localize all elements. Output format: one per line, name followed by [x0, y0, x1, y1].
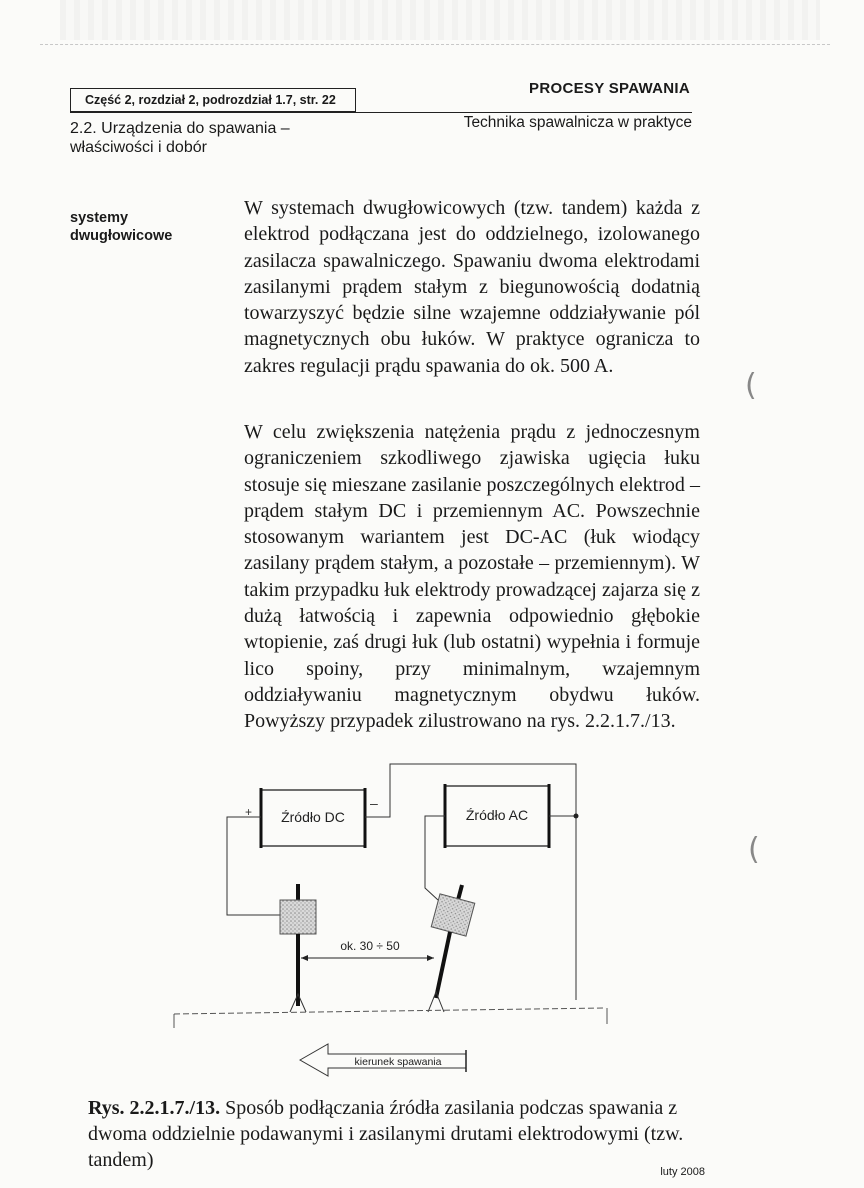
- dc-source-label: Źródło DC: [281, 809, 345, 825]
- direction-label: kierunek spawania: [354, 1056, 442, 1068]
- header-subtitle: Technika spawalnicza w praktyce: [463, 114, 692, 131]
- distance-label: ok. 30 ÷ 50: [340, 939, 400, 953]
- caption-text: Sposób podłączania źródła zasilania podczas spawania z dwoma oddzielnie podawanymi i zasilanymi drutami elektrodowymi (tzw. tandem): [88, 1097, 684, 1171]
- scan-noise: [60, 0, 820, 40]
- caption-label: Rys. 2.2.1.7./13.: [88, 1097, 221, 1119]
- dc-torch-head: [280, 900, 316, 934]
- margin-note: systemy dwugłowicowe: [70, 210, 173, 244]
- ac-source-label: Źródło AC: [465, 807, 529, 823]
- tandem-welding-diagram: [170, 760, 620, 1090]
- plus-sign: +: [245, 805, 253, 819]
- scan-edge-line: [40, 44, 830, 45]
- page-title: PROCESY SPAWANIA: [529, 80, 690, 97]
- paragraph-2: W celu zwiększenia natężenia prądu z jednoczesnym ograniczeniem szkodliwego zjawiska ugięcia łuku stosuje się mieszane zasilanie poszczególnych elektrod – prądem stałym DC i przemiennym AC. Powszechnie stosowanym wariantem jest DC-AC (łuk wiodący zasilany prądem stałym, a pozostałe – przemiennym). W takim przypadku łuk elektrody prowadzącej zajarza się z dużą łatwością i zapewnia odpowiednio głębokie wtopienie, zaś drugi łuk (lub ostatni) wypełnia i formuje lico spoiny, przy minimalnym, wzajemnym oddziaływaniu magnetycznym obydwu łuków. Powyższy przypadek zilustrowano na rys. 2.2.1.7./13.: [244, 421, 700, 733]
- figure-caption: [88, 1095, 700, 1173]
- section-title: 2.2. Urządzenia do spawania – właściwości i dobór: [70, 120, 290, 156]
- paragraph-1: W systemach dwugłowicowych (tzw. tandem) każda z elektrod podłączana jest do oddzielnego, izolowanego zasilacza spawalniczego. Spawaniu dwoma elektrodami zasilanymi prądem stałym z biegunowością dodatnią towarzyszyć będzie silne wzajemne oddziaływanie pól magnetycznych obu łuków. W praktyce ogranicza to zakres regulacji prądu spawania do ok. 500 A.: [244, 197, 700, 377]
- scan-mark: (: [745, 368, 757, 403]
- minus-sign: –: [370, 795, 378, 811]
- footer-date: luty 2008: [660, 1166, 705, 1178]
- scan-mark: (: [748, 832, 760, 867]
- header-divider: [70, 112, 692, 113]
- chapter-reference: Część 2, rozdział 2, podrozdział 1.7, str. 22: [70, 88, 356, 112]
